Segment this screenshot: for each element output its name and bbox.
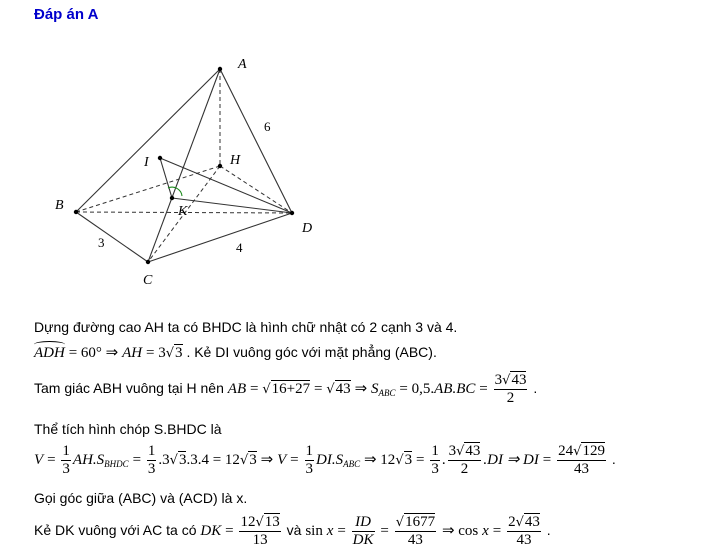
edge-CD [148, 213, 292, 262]
label-edge-AD: 6 [264, 119, 271, 134]
label-A: A [238, 57, 247, 72]
label-D: D [302, 221, 313, 236]
edge-BC [76, 212, 148, 262]
edge-AB [76, 69, 220, 212]
point-A [218, 67, 222, 71]
label-K: K [178, 204, 188, 219]
point-I [158, 156, 162, 160]
point-D [290, 211, 294, 215]
solution-line-6: Gọi góc giữa (ABC) và (ACD) là x. [34, 490, 248, 506]
fraction-s-abc: $\frac{3√43}{2}$ [494, 372, 527, 406]
point-K [170, 196, 174, 200]
label-I: I [144, 155, 149, 170]
edge-AC [148, 69, 220, 262]
segment-HD-hidden [220, 166, 292, 213]
edge-AD [220, 69, 292, 213]
label-edge-CD: 4 [236, 240, 243, 255]
solution-line-7: Kẻ DK vuông với AC ta có DK = $\frac{12√13}{13}$ và sin x = $\frac{ID}{DK}$ = $\frac{√1677}{43}$ ⇒ cos x = $\frac{2√43}{43}$ . [34, 514, 551, 548]
point-H [218, 164, 222, 168]
solution-line-5: V = $\frac{1}{3}$ $AH.S_{BHDC}$ = $\frac{1}{3}$ .3√3.3.4 = 12√3 ⇒ V = $\frac{1}{3}$ $DI.S_{ABC}$ ⇒ 12√3 = $\frac{1}{3}$ . $\frac{3√43}{2}$ .DI ⇒ DI = $\frac{24√129}{43}$ . [34, 443, 616, 477]
solution-line-4: Thể tích hình chóp S.BHDC là [34, 421, 222, 437]
answer-heading: Đáp án A [34, 6, 99, 23]
segment-BH-hidden [76, 166, 220, 212]
segment-IK [160, 158, 172, 198]
angle-ADH: ADH [34, 345, 65, 361]
solution-line-2: ADH = 60° ⇒ AH = 3√3 . Kẻ DI vuông góc với mặt phẳng (ABC). [34, 344, 437, 361]
point-B [74, 210, 78, 214]
label-C: C [143, 273, 153, 288]
solution-line-3: Tam giác ABH vuông tại H nên AB = √16+27 = √43 ⇒ $S_{ABC} = 0,5.AB.BC$ = $\frac{3√43}{2}$ . [34, 372, 538, 406]
label-H: H [230, 153, 241, 168]
solution-line-1: Dựng đường cao AH ta có BHDC là hình chữ nhật có 2 cạnh 3 và 4. [34, 319, 458, 335]
point-C [146, 260, 150, 264]
label-B: B [55, 198, 64, 213]
label-edge-BC: 3 [98, 235, 105, 250]
